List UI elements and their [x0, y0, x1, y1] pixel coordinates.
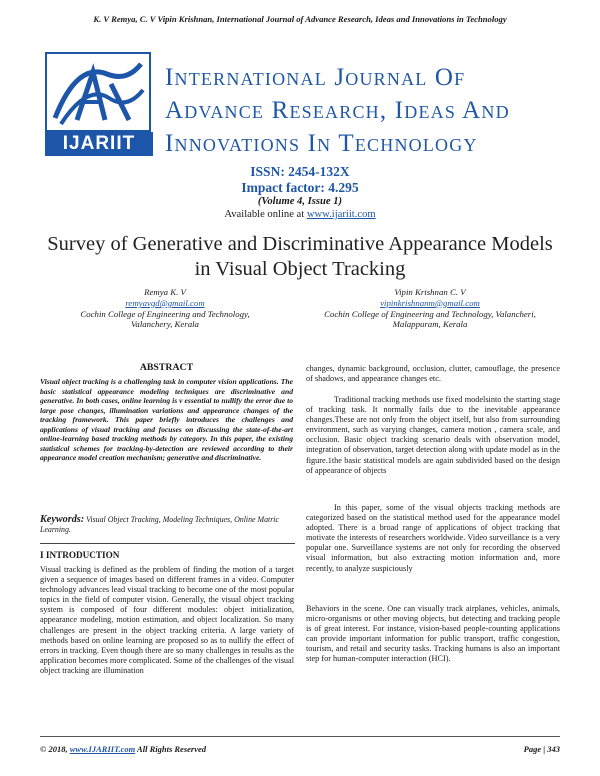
author-affiliation: Valanchery, Kerala [131, 319, 199, 330]
abstract-heading: ABSTRACT [139, 362, 194, 373]
right-paragraph-2: Traditional tracking methods use fixed modelsinto the starting stage of tracking task. It normally fails due to the inevitable appearance changes.These are not only from the object itself, but also from surrounding environment, such as varying changes, camera motion , camera scale, and occlusion. Basic object tracking scenario deals with observation model, integration of observation, target detection along with update model as in the figure.1the basic statistical models are again subdivided based on the design of appearance of objects [306, 395, 560, 475]
section-divider [40, 543, 295, 544]
right-paragraph-4: Behaviors in the scene. One can visually track airplanes, vehicles, animals, micro-organisms or other moving objects, but detecting and tracking people is of great interest. For instance, vision-based people-counting applications can provide important information for public transport, traffic congestion, tourism, and retail and security tasks. Tracking humans is also an important step for human-computer interaction (HCI). [306, 604, 560, 664]
abstract-text: Visual object tracking is a challenging task in computer vision applications. The basic statistical appearance modeling techniques are discriminative and generative. In both cases, online learning is v essential to nullify the error due to large pose changes, illumination variations and appearance changes of the tracking framework. This paper briefly introduces the challenges and applications of visual tracking and focuses on discussing the state-of-the-art online-learning based tracking methods by category. In this paper, the existing statistical schemes for tracking-by-detection are reviewed according to their appearance model creation mechanism; generative and discriminative. [40, 377, 293, 463]
availability-line [0, 209, 600, 220]
journal-name-line-1: International Journal Of [165, 64, 466, 91]
author-affiliation: Cochin College of Engineering and Technology, [80, 308, 250, 319]
logo-emblem-icon [47, 54, 149, 130]
keywords-label: Keywords: [40, 514, 85, 525]
author-block-2 [300, 287, 560, 330]
running-head: K. V Remya, C. V Vipin Krishnan, International Journal of Advance Research, Ideas and Innovations in Technology [93, 14, 507, 24]
author-affiliation: Cochin College of Engineering and Technology, Valancheri, [324, 308, 536, 319]
author-name: Remya K. V [144, 287, 186, 297]
right-paragraph-1: changes, dynamic background, occlusion, clutter, camouflage, the presence of shadows, and appearance changes etc. [306, 364, 560, 384]
footer-website-link[interactable]: www.IJARIIT.com [69, 744, 136, 754]
issn: ISSN: 2454-132X [250, 164, 350, 179]
journal-name-line-3: Innovations In Technology [165, 130, 478, 157]
journal-logo [45, 52, 151, 132]
footer-copyright-suffix: All Rights Reserved [135, 744, 207, 754]
keywords [40, 515, 293, 535]
paper-title: Survey of Generative and Discriminative Appearance Models in Visual Object Tracking [47, 233, 553, 280]
journal-website-link[interactable]: www.ijariit.com [306, 209, 376, 220]
footer-copyright [40, 744, 206, 754]
footer-copyright-prefix: © 2018, [40, 744, 70, 754]
volume-issue: (Volume 4, Issue 1) [257, 196, 343, 207]
author-name: Vipin Krishnan C. V [394, 287, 466, 297]
keywords-text: Visual Object Tracking, Modeling Techniques, Online Matric Learning. [40, 515, 279, 534]
page-number: Page | 343 [523, 744, 560, 754]
introduction-text: Visual tracking is defined as the problem of finding the motion of a target given a sequence of images based on different frames in a video. Computer technology advances lead visual tracking to become one of the most popular topics in the field of computer vision. Generally, the visual object tracking system is composed of four different modules: object initialization, appearance modeling, motion estimation, and object localization. So many challenges are present in the object tracking criteria. A large variety of methods based on online learning are proposed so as to nullify the effect of errors in tracking. Even though there are so many challenges in results as the application becomes more complicated. Some of the challenges of the visual object tracking are illumination [40, 565, 294, 675]
author-block-1 [40, 287, 290, 330]
author-affiliation: Malappuram, Kerala [392, 319, 468, 330]
introduction-heading: I INTRODUCTION [40, 550, 120, 560]
right-paragraph-3: In this paper, some of the visual objects tracking methods are categorized based on the statistical method used for the appearance model adopted. There is a broad range of applications of object tracking that motivate the interests of researchers worldwide. Video surveillance is a very popular one. Surveillance systems are not only for recording the observed visual information, but also extracting motion information and, more recently, to analyze suspiciously [306, 503, 560, 573]
impact-factor: Impact factor: 4.295 [241, 180, 359, 195]
logo-wordmark: IJARIIT [45, 132, 153, 156]
journal-name-line-2: Advance Research, Ideas And [165, 97, 510, 124]
footer-divider [40, 736, 560, 737]
availability-prefix: Available online at [224, 209, 307, 220]
author-email-link[interactable]: vipinkrishnanm@gmail.com [380, 297, 480, 308]
author-email-link[interactable]: remyavgd@gmail.com [125, 297, 205, 308]
